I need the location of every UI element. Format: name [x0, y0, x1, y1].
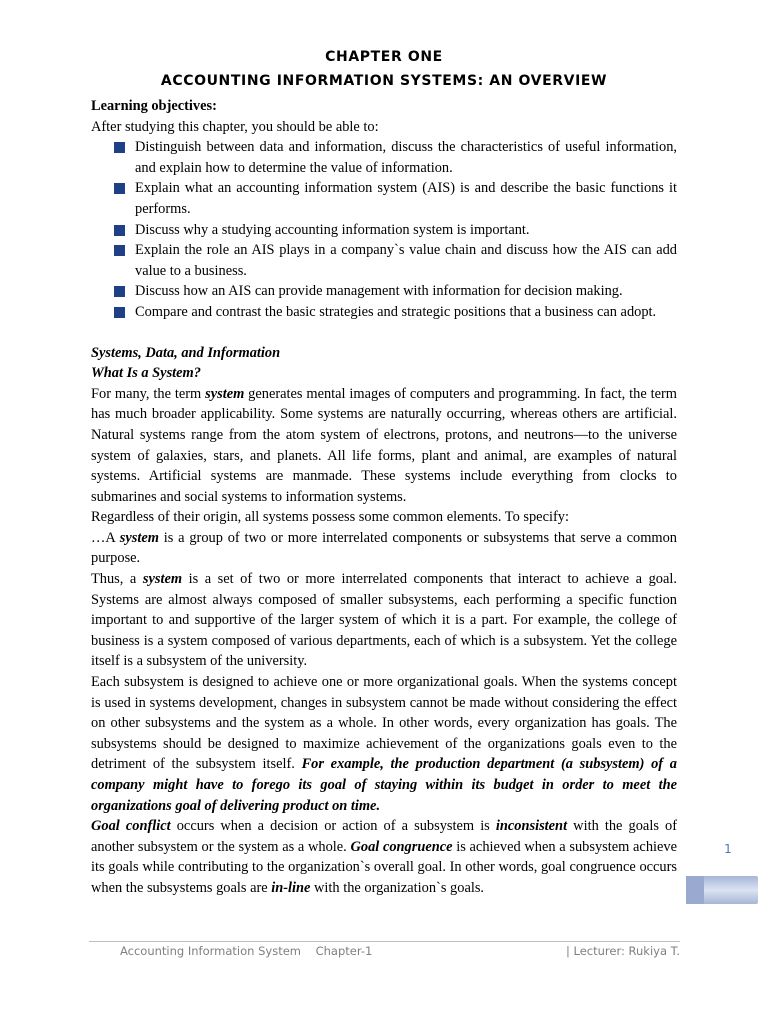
paragraph-3: …A system is a group of two or more interrelated components or subsystems that serve a common purpose. — [91, 529, 677, 567]
objective-item: Discuss why a studying accounting information system is important. — [135, 220, 677, 241]
page-number: 1 — [724, 842, 732, 856]
paragraph-5: Each subsystem is designed to achieve one or more organizational goals. When the systems concept is used in systems development, changes in subsystem cannot be made without considering the effect on other subsystems and the system as a whole. In other words, every organization has goals. The subsystems should be designed to maximize achievement of the organizations goals even to the detriment of the subsystem itself. For example, the production department (a subsystem) of a company might have to forego its goal of staying within its budget in order to meet the organizations goal of delivering product on time. — [91, 674, 677, 814]
footer-left: Accounting Information System Chapter-1 — [120, 944, 373, 958]
learning-objectives-intro: After studying this chapter, you should be able to: — [91, 118, 379, 135]
paragraph-6: Goal conflict occurs when a decision or action of a subsystem is inconsistent with the goals of another subsystem or the system as a whole. Goal congruence is achieved when a subsystem achieve its goals while contributing to the organization`s overall goal. In other words, goal congruence occurs when the subsystems goals are in-line with the organization`s goals. — [91, 818, 678, 896]
section-subtitle: What Is a System? — [91, 365, 201, 382]
body-text — [91, 96, 677, 899]
page-tab-decoration — [686, 876, 758, 904]
objective-item: Discuss how an AIS can provide management with information for decision making. — [135, 281, 677, 302]
section-title: Systems, Data, and Information — [91, 344, 281, 361]
spacer — [91, 323, 677, 343]
learning-objectives-title: Learning objectives: — [91, 98, 217, 114]
objective-item: Explain what an accounting information system (AIS) is and describe the basic functions it performs. — [135, 178, 677, 219]
footer-divider — [89, 941, 680, 942]
objectives-list — [91, 137, 677, 322]
paragraph-1: For many, the term system generates mental images of computers and programming. In fact, the term has much broader applicability. Some systems are naturally occurring, whereas others are artificial. Natural systems range from the atom system of electrons, protons, and neutrons—to the universe system of galaxies, stars, and planets. All life forms, plant and animal, are examples of natural systems. Artificial systems are manmade. These systems include everything from clocks to submarines and social systems to information systems. — [91, 385, 677, 505]
objective-item: Distinguish between data and information, discuss the characteristics of useful information, and explain how to determine the value of information. — [135, 137, 677, 178]
paragraph-4: Thus, a system is a set of two or more interrelated components that interact to achieve a goal. Systems are almost always composed of smaller subsystems, each performing a specific function important to and supportive of the larger system of which it is a part. For example, the college of business is a system composed of various departments, each of which is a subsystem. Yet the college itself is a subsystem of the university. — [91, 571, 677, 670]
paragraph-2: Regardless of their origin, all systems possess some common elements. To specify: — [91, 509, 569, 526]
footer-right: | Lecturer: Rukiya T. — [566, 944, 680, 958]
chapter-heading: CHAPTER ONE — [325, 49, 443, 65]
objective-item: Compare and contrast the basic strategies and strategic positions that a business can adopt. — [135, 302, 677, 323]
chapter-title: ACCOUNTING INFORMATION SYSTEMS: AN OVERVIEW — [160, 73, 608, 89]
objective-item: Explain the role an AIS plays in a company`s value chain and discuss how the AIS can add value to a business. — [135, 240, 677, 281]
